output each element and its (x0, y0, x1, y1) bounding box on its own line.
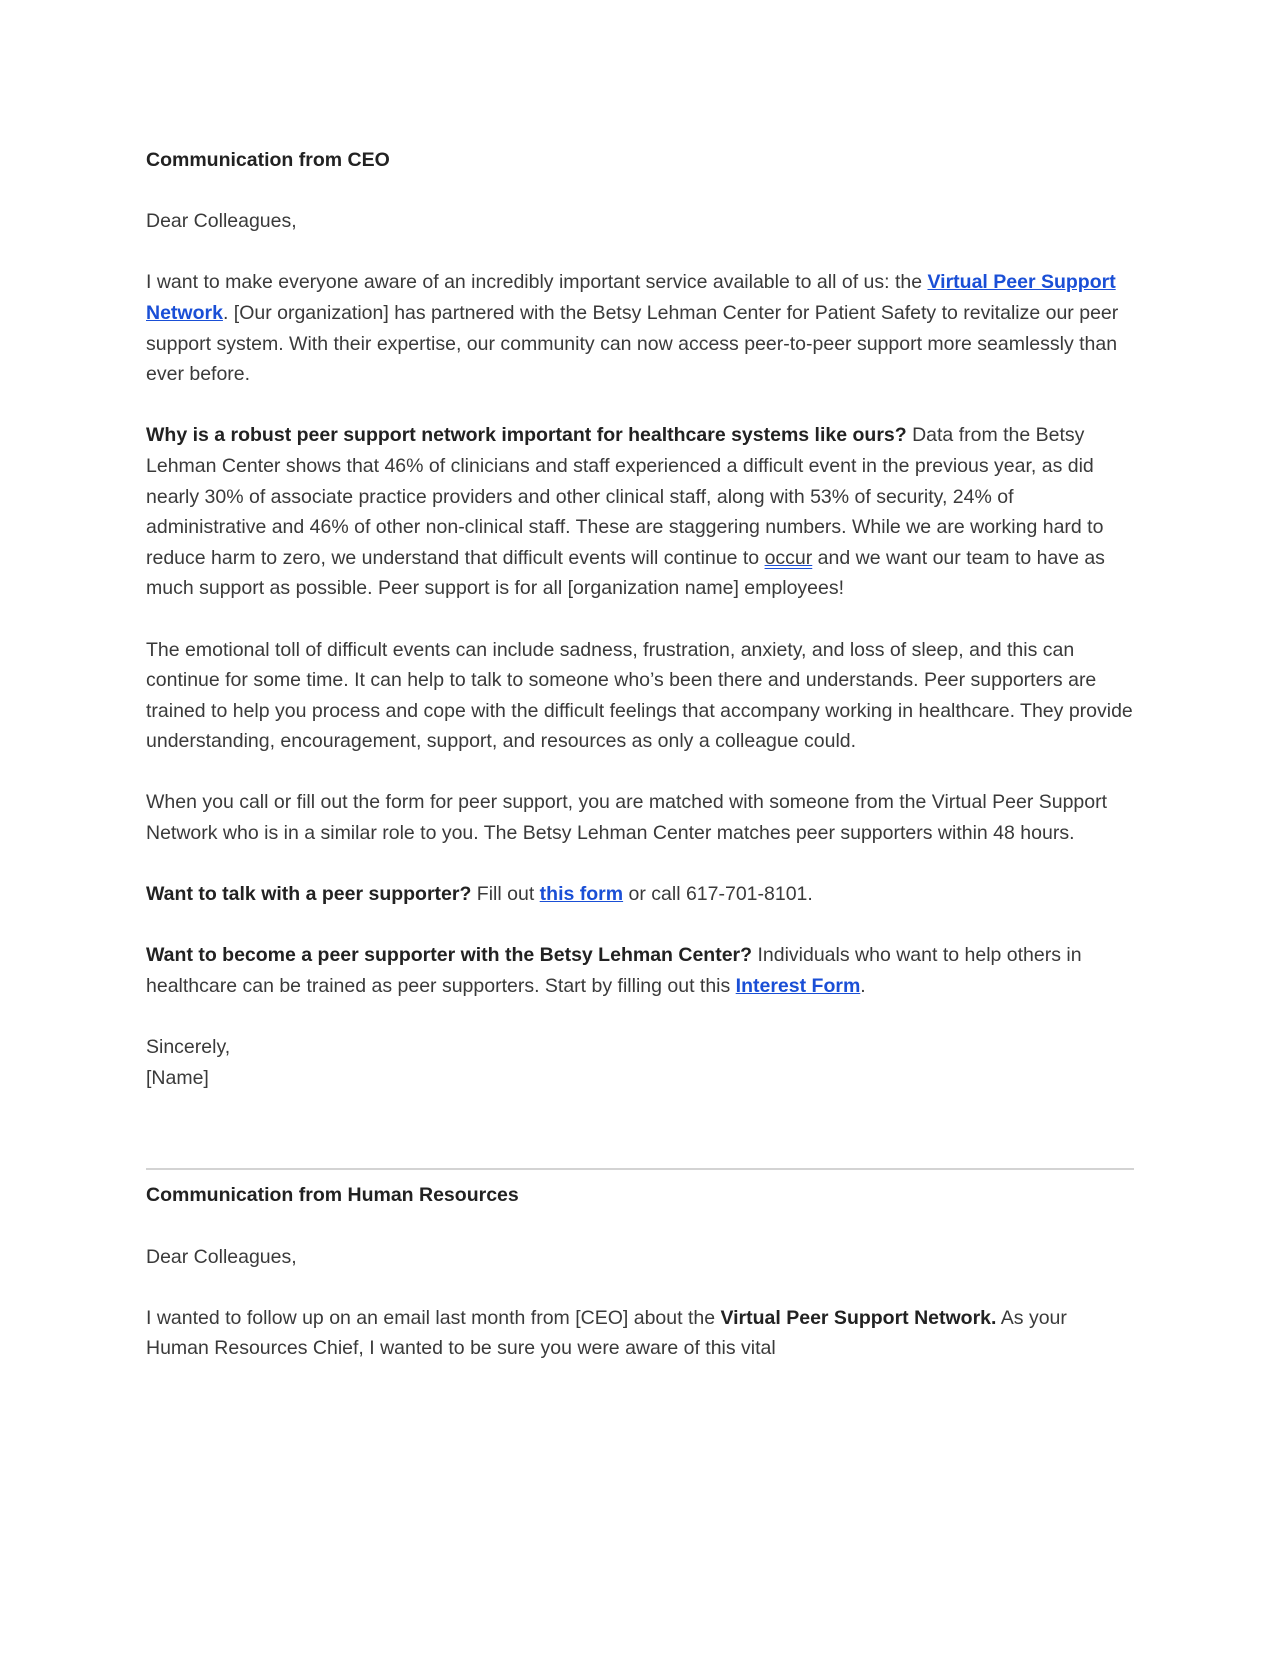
become-question: Want to become a peer supporter with the Betsy Lehman Center? (146, 944, 753, 967)
ceo-intro-text-2: . [Our organization] has partnered with the Betsy Lehman Center for Patient Safety to revitalize our peer support system. With their expertise, our community can now access peer-to-peer support more seamlessly than ever before. (146, 301, 1119, 386)
hr-paragraph-intro (146, 1303, 1134, 1364)
ceo-communication (146, 145, 1134, 1093)
why-text-1: Data from the Betsy Lehman Center shows that 46% of clinicians and staff experienced a difficult event in the previous year, as did nearly 30% of associate practice providers and other clinical staff, along with 53% of security, 24% of administrative and 46% of other non-clinical staff. These are staggering numbers. While we are working hard to reduce harm to zero, we understand that difficult events will continue to (146, 424, 1104, 569)
ceo-intro-text-1: I want to make everyone aware of an incredibly important service available to all of us: the (146, 271, 928, 294)
why-text-2: and we want our team to have as much support as possible. Peer support is for all [organization name] employees! (146, 546, 1105, 600)
ceo-paragraph-emotional-toll: The emotional toll of difficult events can include sadness, frustration, anxiety, and loss of sleep, and this can continue for some time. It can help to talk to someone who’s been there and understands. Peer supporters are trained to help you process and cope with the difficult feelings that accompany working in healthcare. They provide understanding, encouragement, support, and resources as only a colleague could. (146, 638, 1133, 753)
ceo-paragraph-become (146, 940, 1134, 1001)
why-question: Why is a robust peer support network important for healthcare systems like ours? (146, 424, 907, 447)
ceo-signature (146, 1032, 1134, 1093)
document-page (146, 145, 1134, 1395)
ceo-paragraph-intro (146, 267, 1134, 389)
occur-word: occur (764, 546, 813, 569)
ceo-paragraph-matching: When you call or fill out the form for peer support, you are matched with someone from the Virtual Peer Support Network who is in a similar role to you. The Betsy Lehman Center matches peer supporters within 48 hours. (146, 791, 1108, 845)
ceo-paragraph-talk (146, 879, 1134, 910)
become-text-1: Individuals who want to help others in healthcare can be trained as peer supporters. Start by filling out this (146, 944, 1082, 998)
hr-greeting: Dear Colleagues, (146, 1245, 297, 1268)
virtual-peer-support-network-link[interactable]: Virtual Peer Support Network (146, 271, 1116, 324)
interest-form-link[interactable]: Interest Form (735, 975, 861, 998)
signer-name: [Name] (146, 1066, 209, 1089)
ceo-greeting: Dear Colleagues, (146, 210, 297, 233)
talk-question: Want to talk with a peer supporter? (146, 883, 472, 906)
hr-network-name: Virtual Peer Support Network. (720, 1306, 997, 1329)
talk-text-1: Fill out (471, 883, 540, 906)
hr-communication (146, 1180, 1134, 1364)
ceo-heading: Communication from CEO (146, 149, 390, 171)
hr-intro-text-2: As your Human Resources Chief, I wanted to be sure you were aware of this vital (146, 1306, 1067, 1360)
become-text-2: . (860, 975, 866, 998)
this-form-link[interactable]: this form (539, 883, 624, 906)
ceo-paragraph-why (146, 420, 1134, 604)
closing: Sincerely, (146, 1036, 231, 1059)
hr-intro-text-1: I wanted to follow up on an email last month from [CEO] about the (146, 1306, 721, 1329)
section-divider (146, 1168, 1134, 1170)
talk-text-2: or call 617-701-8101. (623, 883, 813, 906)
hr-heading: Communication from Human Resources (146, 1184, 519, 1207)
